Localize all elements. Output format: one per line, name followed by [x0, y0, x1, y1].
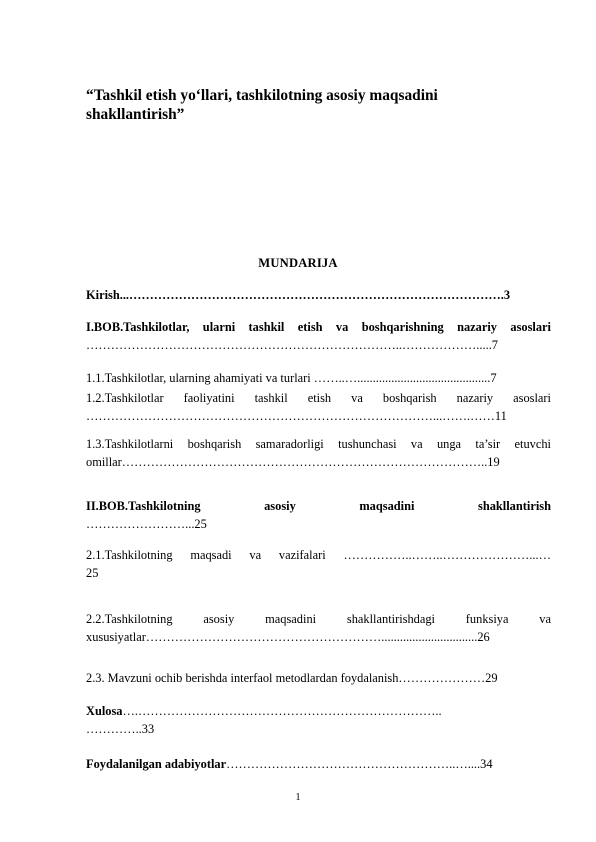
toc-entry-1-1[interactable] — [86, 369, 551, 387]
toc-entry-chapter-1[interactable] — [86, 318, 551, 354]
toc-entry-2-1[interactable] — [86, 546, 551, 582]
toc-entry-line: 1.3.Tashkilotlarni boshqarish samaradorligi tushunchasi va unga ta’sir etuvchi — [86, 437, 551, 451]
document-title: “Tashkil etish yo‘llari, tashkilotning asosiy maqsadini shakllantirish” — [86, 87, 438, 123]
toc-entry-page: 25 — [86, 566, 99, 580]
toc-entry-line: 1.2.Tashkilotlar faoliyatini tashkil etish va boshqarish nazariy asoslari — [86, 391, 551, 405]
toc-entry-leader: ……………………...25 — [86, 517, 207, 531]
toc-entry-2-3[interactable] — [86, 669, 551, 687]
toc-entry-leader: ….……………………………………………………………….. — [122, 704, 442, 718]
toc-entry-leader: ………………………………………………..…....34 — [226, 757, 493, 771]
toc-entry-1-3[interactable] — [86, 435, 551, 471]
toc-entry-line: II.BOB.Tashkilotning asosiy maqsadini shakllantirish — [86, 499, 551, 513]
page-number: 1 — [295, 792, 301, 803]
toc-entry-leader: omillar……………………………………………………………………………..19 — [86, 455, 500, 469]
toc-entry-chapter-2[interactable] — [86, 497, 551, 533]
toc-entry-leader: …………………………………………………………………………...…….……11 — [86, 409, 507, 423]
toc-entry-leader: …………………………………………………………………..……………….....7 — [86, 338, 498, 352]
toc-entry-2-2[interactable] — [86, 610, 551, 646]
toc-entry-text: Kirish...……………………………………………………………………………….3 — [86, 288, 511, 302]
toc-entry-line: I.BOB.Tashkilotlar, ularni tashkil etish va boshqarishning nazariy asoslari — [86, 320, 551, 334]
toc-entry-leader: xususiyatlar…………………………………………………...............................26 — [86, 630, 490, 644]
toc-entry-text: 1.1.Tashkilotlar, ularning ahamiyati va turlari ……..…...........................................7 — [86, 371, 497, 385]
toc-entry-xulosa[interactable] — [86, 702, 551, 738]
toc-entry-label: Xulosa — [86, 704, 123, 718]
toc-entry-line: 2.1.Tashkilotning maqsadi va vazifalari ……………..……..…………………...… — [86, 548, 551, 562]
toc-heading: MUNDARIJA — [258, 256, 338, 270]
toc-entry-text: 2.3. Mavzuni ochib berishda interfaol metodlardan foydalanish…………………29 — [86, 671, 498, 685]
toc-entry-references[interactable] — [86, 755, 551, 773]
toc-entry-1-2[interactable] — [86, 389, 551, 425]
toc-entry-page: …………..33 — [86, 722, 155, 736]
toc-entry-kirish[interactable] — [86, 286, 551, 304]
toc-entry-label: Foydalanilgan adabiyotlar — [86, 757, 227, 771]
toc-entry-line: 2.2.Tashkilotning asosiy maqsadini shakllantirishdagi funksiya va — [86, 612, 551, 626]
